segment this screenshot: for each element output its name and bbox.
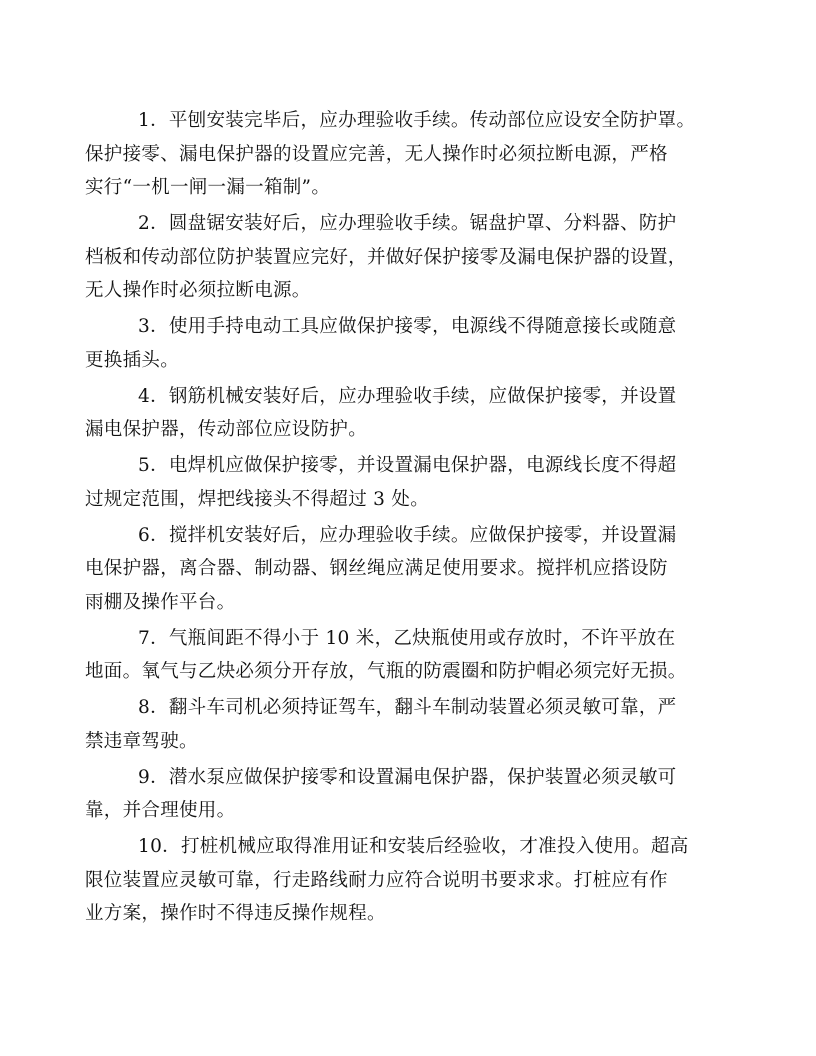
text-line: 9．潜水泵应做保护接零和设置漏电保护器，保护装置必须灵敏可 [138, 766, 677, 788]
text-line: 3．使用手持电动工具应做保护接零，电源线不得随意接长或随意 [138, 316, 677, 337]
text-line: 限位装置应灵敏可靠，行走路线耐力应符合说明书要求求。打桩应有作 [85, 869, 668, 891]
text-line: 过规定范围，焊把线接头不得超过 3 处。 [85, 488, 430, 510]
text-line: 禁违章驾驶。 [85, 730, 198, 752]
text-line: 8．翻斗车司机必须持证驾车，翻斗车制动装置必须灵敏可靠，严 [138, 697, 677, 718]
paragraph-10 [85, 830, 735, 931]
text-line: 档板和传动部位防护装置应完好，并做好保护接零及漏电保护器的设置， [85, 246, 687, 268]
text-line: 实行“一机一闸一漏一箱制”。 [85, 177, 331, 198]
text-line: 2．圆盘锯安装好后，应办理验收手续。锯盘护罩、分料器、防护 [138, 213, 677, 234]
paragraph-7 [85, 622, 735, 689]
paragraph-8 [85, 691, 735, 758]
paragraph-5 [85, 449, 735, 516]
text-line: 6．搅拌机安装好后，应办理验收手续。应做保护接零，并设置漏 [138, 524, 677, 546]
text-line: 5．电焊机应做保护接零，并设置漏电保护器，电源线长度不得超 [138, 455, 677, 476]
paragraph-3 [85, 310, 735, 377]
document-body [85, 104, 735, 933]
paragraph-9 [85, 761, 735, 828]
text-line: 更换插头。 [85, 349, 180, 371]
text-line: 靠，并合理使用。 [85, 800, 236, 821]
text-line: 10．打桩机械应取得准用证和安装后经验收，才准投入使用。超高 [138, 836, 689, 857]
text-line: 4．钢筋机械安装好后，应办理验收手续，应做保护接零，并设置 [138, 385, 677, 407]
text-line: 1．平刨安装完毕后，应办理验收手续。传动部位应设安全防护罩。 [138, 110, 696, 131]
text-line: 7．气瓶间距不得小于 10 米，乙炔瓶使用或存放时，不许平放在 [138, 627, 676, 649]
text-line: 电保护器，离合器、制动器、钢丝绳应满足使用要求。搅拌机应搭设防 [85, 558, 668, 579]
text-line: 雨棚及操作平台。 [85, 591, 236, 613]
text-line: 无人操作时必须拉断电源。 [85, 280, 311, 301]
paragraph-1 [85, 104, 735, 205]
text-line: 地面。氧气与乙炔必须分开存放，气瓶的防震圈和防护帽必须完好无损。 [85, 661, 687, 682]
paragraph-6 [85, 519, 735, 620]
paragraph-4 [85, 380, 735, 447]
text-line: 业方案，操作时不得违反操作规程。 [85, 903, 386, 924]
paragraph-2 [85, 207, 735, 308]
text-line: 漏电保护器，传动部位应设防护。 [85, 419, 368, 440]
text-line: 保护接零、漏电保护器的设置应完善，无人操作时必须拉断电源，严格 [85, 143, 668, 165]
